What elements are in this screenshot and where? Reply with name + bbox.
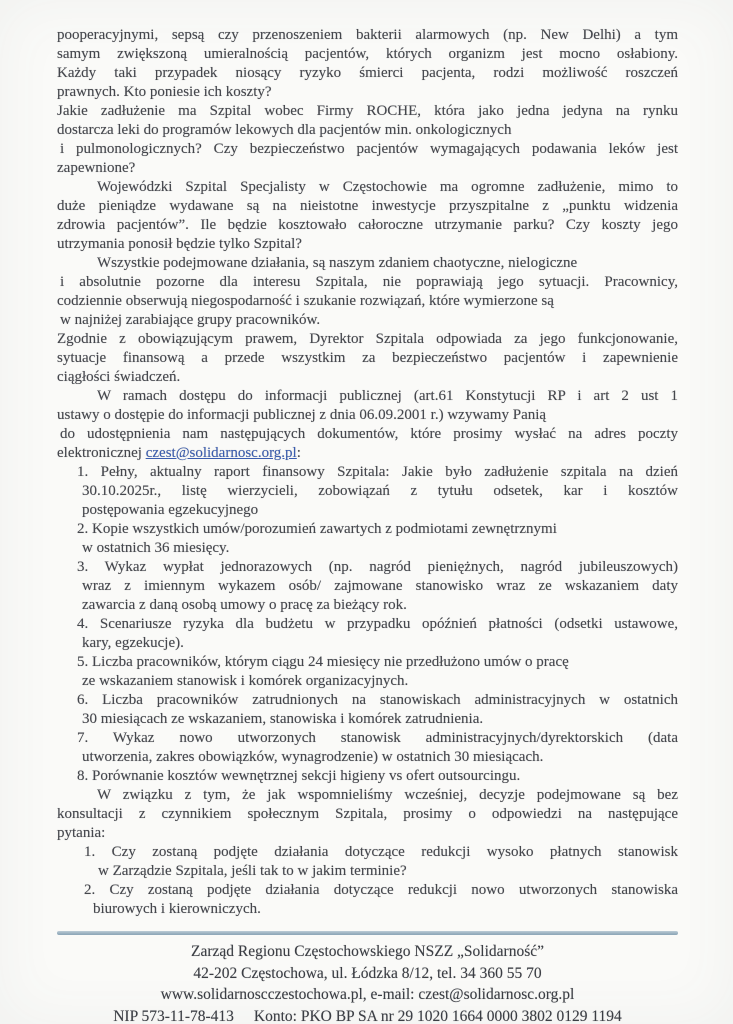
text-line: prawnych. Kto poniesie ich koszty?: [57, 84, 272, 100]
text-line: konsultacji z czynnikiem społecznym Szpitala, prosimy o odpowiedzi na następujące: [57, 806, 678, 822]
text-line: pytania:: [57, 825, 106, 841]
text-line: W ramach dostępu do informacji publicznej (art.61 Konstytucji RP i art 2 ust 1: [97, 388, 678, 404]
text-line: ciągłości świadczeń.: [57, 369, 181, 385]
text-line: zdrowia pacjentów”. Ile będzie kosztowało całoroczne utrzymanie parku? Czy koszty jego: [57, 217, 678, 233]
text-line: w ostatnich 36 miesięcy.: [82, 540, 230, 556]
text-line: zapewnione?: [57, 160, 136, 176]
footer-org: Zarząd Regionu Częstochowskiego NSZZ „Solidarność”: [191, 943, 544, 960]
footer-address: 42-202 Częstochowa, ul. Łódzka 8/12, tel. 34 360 55 70: [193, 964, 542, 982]
text-line: 30.10.2025r., listę wierzycieli, zobowiązań z tytułu odsetek, kar i kosztów: [82, 483, 678, 499]
footer-divider: [57, 931, 678, 935]
text-line: Jakie zadłużenie ma Szpital wobec Firmy ROCHE, która jako jedna jedyna na rynku: [57, 103, 678, 119]
text-line: 2. Czy zostaną podjęte działania dotyczące redukcji nowo utworzonych stanowiska: [84, 882, 678, 898]
text-line: 5. Liczba pracowników, którym ciągu 24 miesięcy nie przedłużono umów o pracę: [77, 654, 569, 670]
text-line: i pulmonologicznych? Czy bezpieczeństwo pacjentów wymagających podawania leków jest: [60, 141, 678, 157]
text-line: biurowych i kierowniczych.: [93, 901, 261, 917]
text-line: w Zarządzie Szpitala, jeśli tak to w jakim terminie?: [98, 863, 407, 879]
text-line: i absolutnie pozorne dla interesu Szpitala, nie poprawiają jego sytuacji. Pracownicy,: [60, 274, 678, 290]
text-line: wraz z imiennym wykazem osób/ zajmowane stanowisko wraz ze wskazaniem daty: [82, 578, 678, 594]
text-line: w najniżej zarabiające grupy pracowników.: [60, 312, 321, 328]
text-line: codziennie obserwują niegospodarność i szukanie rozwiązań, które wymierzone są: [57, 293, 554, 309]
footer-nip: NIP 573-11-78-413: [113, 1007, 234, 1024]
text-line: ustawy o dostępie do informacji publicznej z dnia 06.09.2001 r.) wzywamy Panią: [57, 407, 547, 423]
footer-nip-konto: [57, 1006, 678, 1024]
text-line: utrzymania ponosił będzie tylko Szpital?: [57, 236, 302, 252]
text-line: Każdy taki przypadek niosący ryzyko śmierci pacjenta, rodzi możliwość roszczeń: [57, 65, 678, 81]
text-line: utworzenia, zakres obowiązków, wynagrodzenie) w ostatnich 30 miesiącach.: [82, 749, 544, 765]
text-segment: :: [296, 445, 301, 461]
text-segment: elektronicznej: [57, 445, 146, 461]
text-line: pooperacyjnymi, sepsą czy przenoszeniem bakterii alarmowych (np. New Delhi) a tym: [57, 27, 678, 43]
text-line: sytuacje finansową a przede wszystkim za bezpieczeństwo pacjentów i zapewnienie: [57, 350, 678, 366]
text-line: postępowania egzekucyjnego: [82, 502, 259, 518]
text-line: 1. Pełny, aktualny raport finansowy Szpitala: Jakie było zadłużenie szpitala na dzień: [77, 464, 678, 480]
text-line: samym zwiększoną umieralnością pacjentów, których organizm jest mocno osłabiony.: [57, 46, 678, 62]
text-line: 8. Porównanie kosztów wewnętrznej sekcji higieny vs ofert outsourcingu.: [77, 768, 521, 784]
text-line: Wojewódzki Szpital Specjalisty w Częstochowie ma ogromne zadłużenie, mimo to: [97, 179, 678, 195]
text-line: [57, 444, 678, 463]
text-line: duże pieniądze wydawane są na nieistotne inwestycje przyszpitalne z „punktu widzenia: [57, 198, 678, 214]
text-line: 1. Czy zostaną podjęte działania dotyczące redukcji wysoko płatnych stanowisk: [84, 844, 678, 860]
text-line: Wszystkie podejmowane działania, są naszym zdaniem chaotyczne, nielogiczne: [97, 255, 578, 271]
footer-konto: Konto: PKO BP SA nr 29 1020 1664 0000 3802 0129 1194: [253, 1007, 622, 1024]
footer-web-email: www.solidarnoscczestochowa.pl, e-mail: czest@solidarnosc.org.pl: [160, 986, 575, 1003]
text-line: dostarcza leki do programów lekowych dla pacjentów min. onkologicznych: [57, 122, 512, 138]
text-line: 2. Kopie wszystkich umów/porozumień zawartych z podmiotami zewnętrznymi: [77, 521, 557, 537]
text-line: 4. Scenariusze ryzyka dla budżetu w przypadku opóźnień płatności (odsetki ustawowe,: [77, 616, 678, 632]
email-link[interactable]: czest@solidarnosc.org.pl: [145, 445, 297, 461]
text-line: 3. Wykaz wypłat jednorazowych (np. nagród pieniężnych, nagród jubileuszowych): [77, 559, 678, 575]
body-lines: [57, 26, 678, 919]
text-line: 7. Wykaz nowo utworzonych stanowisk administracyjnych/dyrektorskich (data: [77, 730, 678, 746]
text-line: ze wskazaniem stanowisk i komórek organizacyjnych.: [82, 673, 409, 689]
footer: [57, 941, 678, 1024]
text-line: 6. Liczba pracowników zatrudnionych na stanowiskach administracyjnych w ostatnich: [77, 692, 678, 708]
text-line: do udostępnienia nam następujących dokumentów, które prosimy wysłać na adres poczty: [60, 426, 678, 442]
text-line: kary, egzekucje).: [82, 635, 184, 651]
text-line: zawarcia z daną osobą umowy o pracę za bieżący rok.: [82, 597, 407, 613]
text-line: W związku z tym, że jak wspomnieliśmy wcześniej, decyzje podejmowane są bez: [97, 787, 678, 803]
text-line: Zgodnie z obowiązującym prawem, Dyrektor Szpitala odpowiada za jego funkcjonowanie,: [57, 331, 678, 347]
text-line: 30 miesiącach ze wskazaniem, stanowiska i komórek zatrudnienia.: [82, 711, 484, 727]
